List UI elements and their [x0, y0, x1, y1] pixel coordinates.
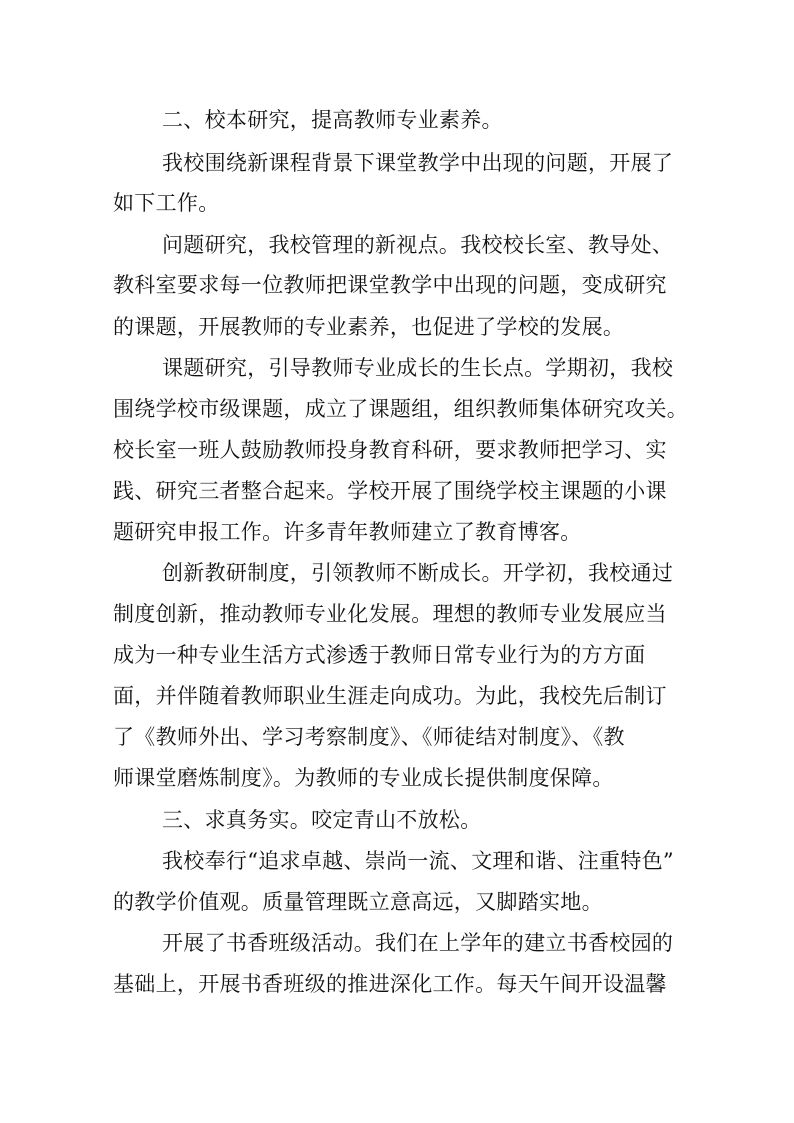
paragraph-line: 我校奉行“追求卓越、崇尚一流、文理和谐、注重特色”	[162, 849, 674, 873]
paragraph-line: 了《教师外出、学习考察制度》、《师徒结对制度》、《教	[113, 725, 625, 749]
paragraph-line: 问题研究，我校管理的新视点。我校校长室、教导处、	[162, 233, 674, 257]
paragraph-line: 围绕学校市级课题，成立了课题组，组织教师集体研究攻关。	[113, 397, 689, 421]
paragraph-line: 创新教研制度，引领教师不断成长。开学初，我校通过	[162, 561, 674, 585]
paragraph-line: 制度创新，推动教师专业化发展。理想的教师专业发展应当	[113, 602, 667, 626]
paragraph-line: 我校围绕新课程背景下课堂教学中出现的问题，开展了	[162, 151, 674, 175]
paragraph-line: 题研究申报工作。许多青年教师建立了教育博客。	[113, 520, 582, 544]
paragraph-line: 课题研究，引导教师专业成长的生长点。学期初，我校	[162, 356, 674, 380]
paragraph-line: 教科室要求每一位教师把课堂教学中出现的问题，变成研究	[113, 273, 667, 297]
paragraph-line: 如下工作。	[113, 191, 220, 215]
paragraph-line: 的教学价值观。质量管理既立意高远，又脚踏实地。	[113, 890, 603, 914]
section-heading-2: 二、校本研究，提高教师专业素养。	[162, 108, 503, 132]
section-heading-3: 三、求真务实。咬定青山不放松。	[162, 808, 482, 832]
paragraph-line: 践、研究三者整合起来。学校开展了围绕学校主课题的小课	[113, 479, 667, 503]
paragraph-line: 校长室一班人鼓励教师投身教育科研，要求教师把学习、实	[113, 438, 667, 462]
paragraph-line: 成为一种专业生活方式渗透于教师日常专业行为的方方面	[113, 643, 646, 667]
paragraph-line: 的课题，开展教师的专业素养，也促进了学校的发展。	[113, 315, 625, 339]
paragraph-line: 师课堂磨炼制度》。为教师的专业成长提供制度保障。	[113, 766, 614, 790]
paragraph-line: 开展了书香班级活动。我们在上学年的建立书香校园的	[162, 931, 674, 955]
paragraph-line: 面，并伴随着教师职业生涯走向成功。为此，我校先后制订	[113, 684, 667, 708]
paragraph-line: 基础上，开展书香班级的推进深化工作。每天午间开设温馨	[113, 972, 667, 996]
